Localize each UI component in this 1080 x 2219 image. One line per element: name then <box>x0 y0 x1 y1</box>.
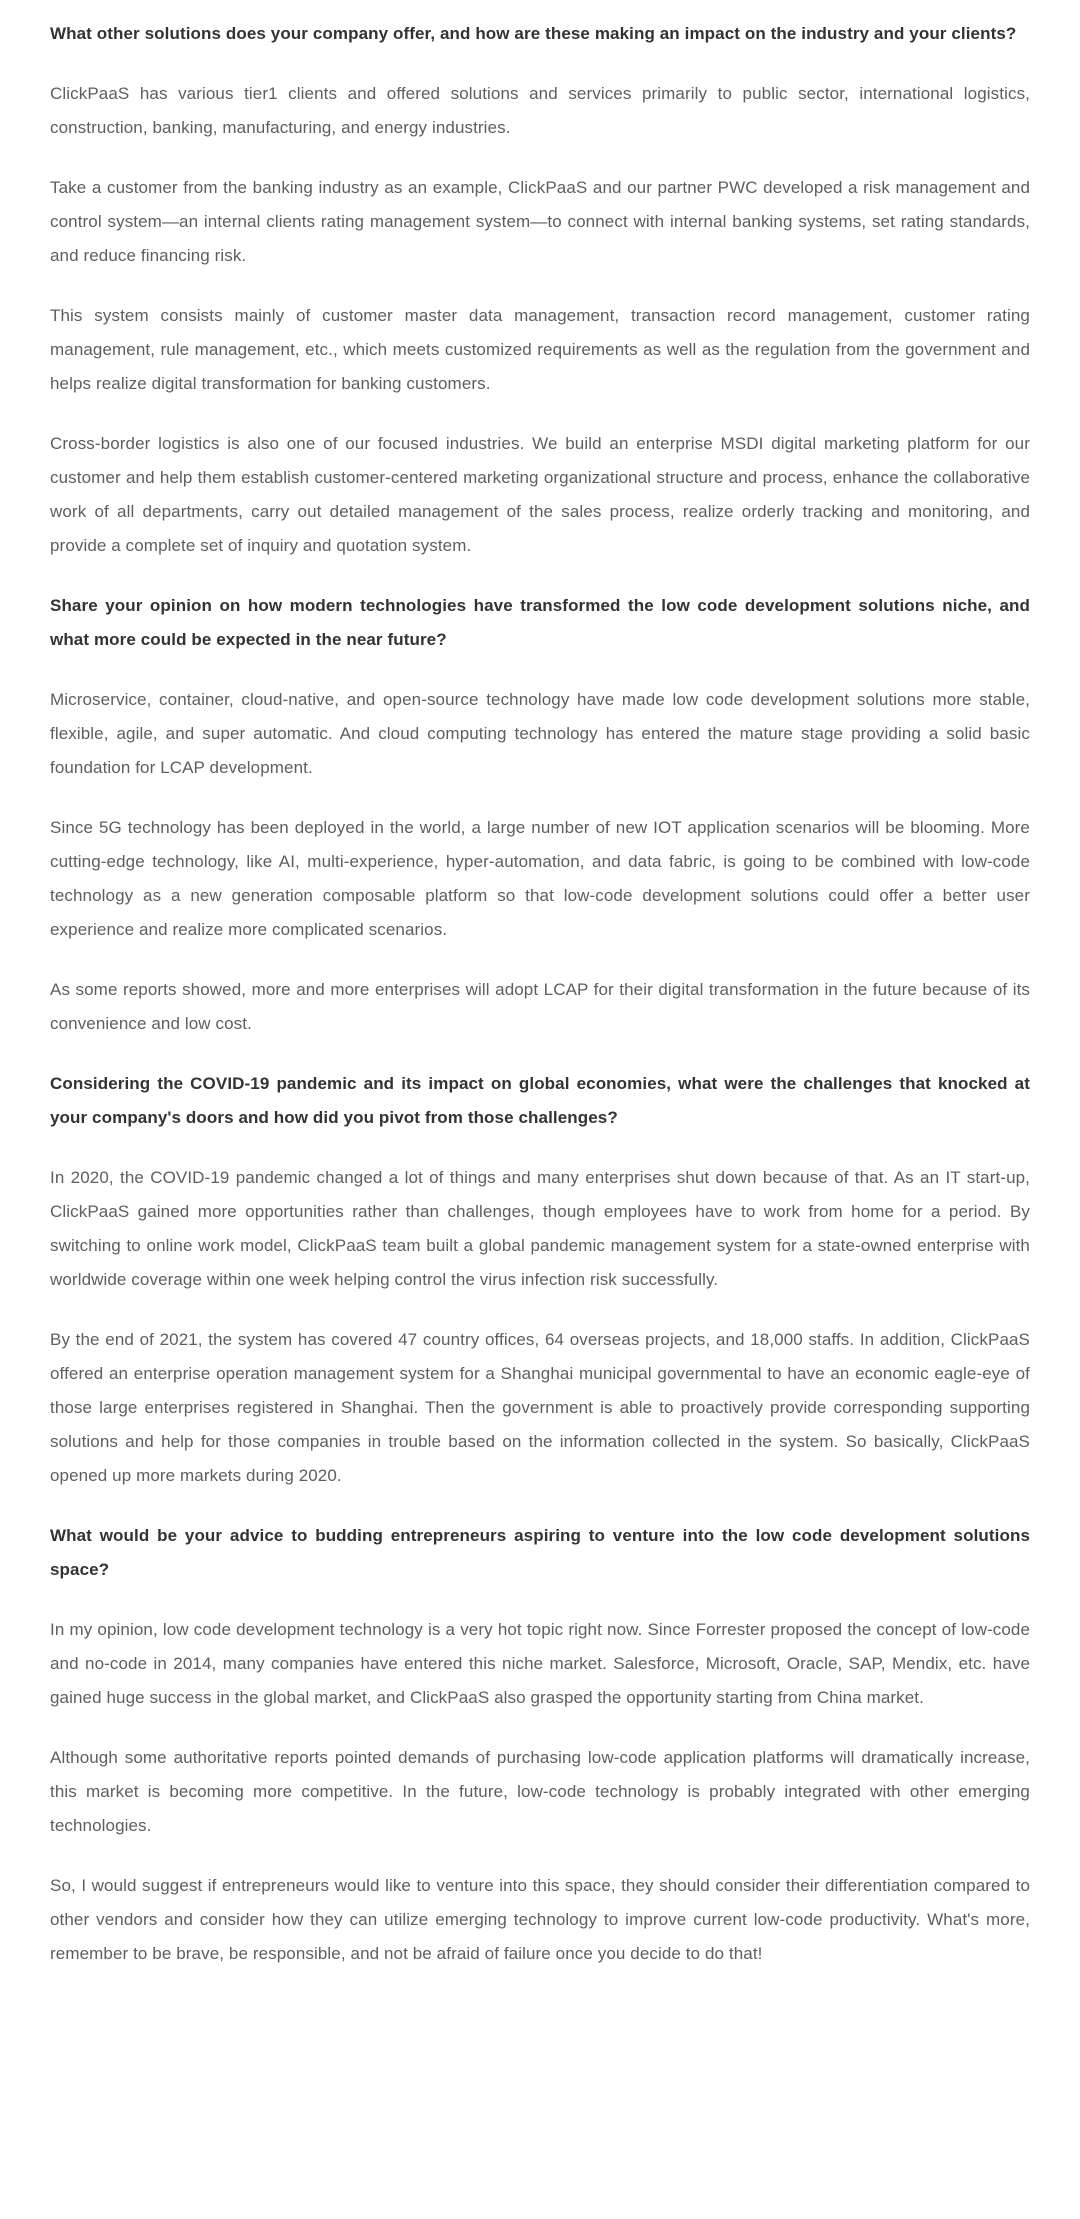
interview-question-heading: Considering the COVID-19 pandemic and its impact on global economies, what were the challenges that knocked at your company's doors and how did you pivot from those challenges? <box>50 1074 1030 1127</box>
interview-answer-paragraph: Microservice, container, cloud-native, and open-source technology have made low code development solutions more stable, flexible, agile, and super automatic. And cloud computing technology has entered the mature stage providing a solid basic foundation for LCAP development. <box>50 690 1030 777</box>
interview-answer-paragraph: In my opinion, low code development technology is a very hot topic right now. Since Forrester proposed the concept of low-code and no-code in 2014, many companies have entered this niche market. Salesforce, Microsoft, Oracle, SAP, Mendix, etc. have gained huge success in the global market, and ClickPaaS also grasped the opportunity starting from China market. <box>50 1620 1030 1707</box>
interview-question-heading: What other solutions does your company offer, and how are these making an impact on the industry and your clients? <box>50 24 1017 43</box>
interview-answer-paragraph: Take a customer from the banking industry as an example, ClickPaaS and our partner PWC developed a risk management and control system—an internal clients rating management system—to connect with internal banking systems, set rating standards, and reduce financing risk. <box>50 178 1030 265</box>
interview-answer-paragraph: In 2020, the COVID-19 pandemic changed a lot of things and many enterprises shut down because of that. As an IT start-up, ClickPaaS gained more opportunities rather than challenges, though employees have to work from home for a period. By switching to online work model, ClickPaaS team built a global pandemic management system for a state-owned enterprise with worldwide coverage within one week helping control the virus infection risk successfully. <box>50 1168 1030 1289</box>
interview-answer-paragraph: Since 5G technology has been deployed in the world, a large number of new IOT application scenarios will be blooming. More cutting-edge technology, like AI, multi-experience, hyper-automation, and data fabric, is going to be combined with low-code technology as a new generation composable platform so that low-code development solutions could offer a better user experience and realize more complicated scenarios. <box>50 818 1030 939</box>
interview-answer-paragraph: Cross-border logistics is also one of our focused industries. We build an enterprise MSDI digital marketing platform for our customer and help them establish customer-centered marketing organizational structure and process, enhance the collaborative work of all departments, carry out detailed management of the sales process, realize orderly tracking and monitoring, and provide a complete set of inquiry and quotation system. <box>50 434 1030 555</box>
interview-question-heading: What would be your advice to budding entrepreneurs aspiring to venture into the low code development solutions space? <box>50 1526 1030 1579</box>
interview-answer-paragraph: By the end of 2021, the system has covered 47 country offices, 64 overseas projects, and 18,000 staffs. In addition, ClickPaaS offered an enterprise operation management system for a Shanghai municipal governmental to have an economic eagle-eye of those large enterprises registered in Shanghai. Then the government is able to proactively provide corresponding supporting solutions and help for those companies in trouble based on the information collected in the system. So basically, ClickPaaS opened up more markets during 2020. <box>50 1330 1030 1485</box>
interview-answer-paragraph: Although some authoritative reports pointed demands of purchasing low-code application platforms will dramatically increase, this market is becoming more competitive. In the future, low-code technology is probably integrated with other emerging technologies. <box>50 1748 1030 1835</box>
interview-question-heading: Share your opinion on how modern technologies have transformed the low code development solutions niche, and what more could be expected in the near future? <box>50 596 1030 649</box>
interview-answer-paragraph: This system consists mainly of customer master data management, transaction record management, customer rating management, rule management, etc., which meets customized requirements as well as the regulation from the government and helps realize digital transformation for banking customers. <box>50 306 1030 393</box>
interview-answer-paragraph: So, I would suggest if entrepreneurs would like to venture into this space, they should consider their differentiation compared to other vendors and consider how they can utilize emerging technology to improve current low-code productivity. What's more, remember to be brave, be responsible, and not be afraid of failure once you decide to do that! <box>50 1876 1030 1963</box>
interview-answer-paragraph: ClickPaaS has various tier1 clients and offered solutions and services primarily to public sector, international logistics, construction, banking, manufacturing, and energy industries. <box>50 84 1030 137</box>
interview-answer-paragraph: As some reports showed, more and more enterprises will adopt LCAP for their digital transformation in the future because of its convenience and low cost. <box>50 980 1030 1033</box>
